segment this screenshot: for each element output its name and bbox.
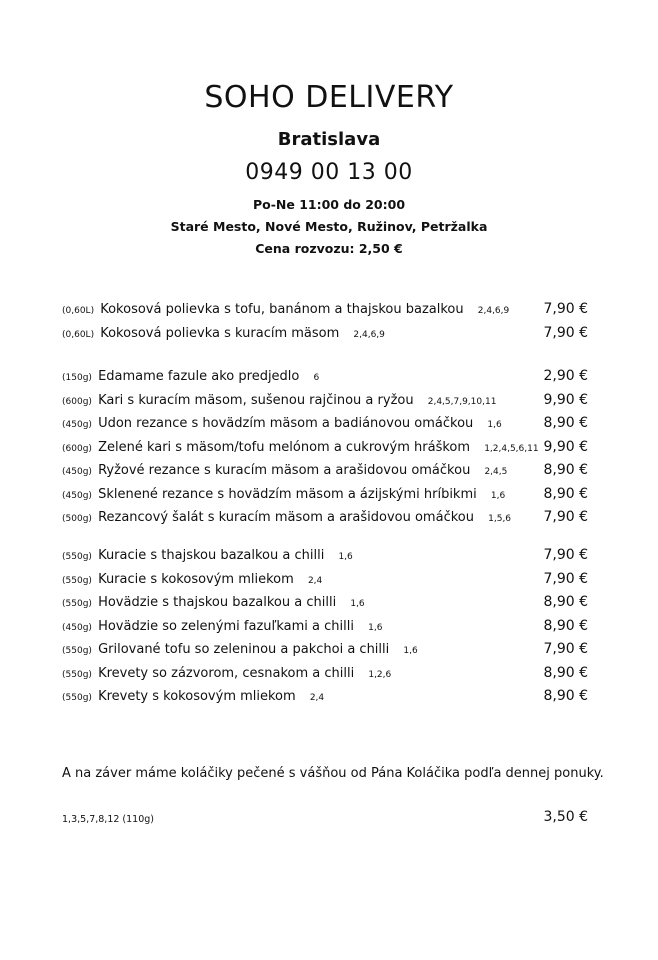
item-price: 7,90 € (543, 509, 588, 525)
item-allergens: 2,4 (307, 575, 323, 586)
menu-item (62, 544, 592, 568)
item-allergens: 1,6 (338, 552, 353, 562)
item-allergens: 1,6 (403, 646, 418, 656)
item-weight: (550g) (62, 575, 92, 586)
item-weight: (0,60L) (62, 306, 95, 316)
item-name: Kari s kuracím mäsom, sušenou rajčinou a ryžou (98, 392, 414, 408)
item-weight: (550g) (62, 599, 92, 609)
item-price: 7,90 € (543, 324, 588, 341)
item-allergens: 2,4,5,7,9,10,11 (427, 396, 497, 407)
item-name: Kuracie s kokosovým mliekom (98, 571, 294, 587)
item-name: Ryžové rezance s kuracím mäsom a arašidovou omáčkou (98, 463, 471, 478)
item-weight: (550g) (62, 552, 92, 562)
wok-section (62, 544, 592, 709)
menu-item (62, 389, 592, 413)
menu-item (62, 685, 592, 709)
item-allergens: 2,4,6,9 (477, 306, 510, 316)
item-allergens: 6 (313, 373, 320, 383)
item-allergens: 1,6 (490, 490, 506, 501)
item-weight: (450g) (62, 420, 92, 430)
menu-item (62, 436, 592, 460)
item-weight: (450g) (62, 622, 92, 633)
item-name: Krevety s kokosovým mliekom (98, 689, 296, 704)
menu-item (62, 568, 592, 592)
closing-note: A na záver máme koláčiky pečené s vášňou od Pána Koláčika podľa dennej ponuky. (62, 766, 604, 781)
item-name: Udon rezance s hovädzím mäsom a badiánovou omáčkou (98, 416, 474, 431)
item-name: Sklenené rezance s hovädzím mäsom a ázijskými hríbikmi (98, 486, 477, 502)
item-name: Krevety so zázvorom, cesnakom a chilli (98, 665, 355, 681)
cake-allergens-weight: 1,3,5,7,8,12 (110g) (62, 814, 155, 825)
item-allergens: 1,2,4,5,6,11 (484, 443, 539, 454)
restaurant-title: SOHO DELIVERY (204, 80, 454, 115)
item-price: 8,90 € (543, 664, 588, 681)
item-price: 9,90 € (543, 438, 588, 455)
menu-item (62, 615, 592, 639)
menu-item (62, 412, 592, 436)
item-weight: (450g) (62, 467, 92, 477)
item-name: Kuracie s thajskou bazalkou a chilli (98, 548, 325, 563)
item-price: 7,90 € (543, 301, 588, 317)
menu-header (0, 78, 658, 260)
item-weight: (450g) (62, 490, 92, 501)
item-name: Edamame fazule ako predjedlo (98, 369, 300, 384)
item-allergens: 1,6 (487, 420, 502, 430)
item-weight: (150g) (62, 373, 92, 383)
menu-item (62, 365, 592, 389)
menu-item (62, 662, 592, 686)
menu-item (62, 638, 592, 662)
cake-price: 3,50 € (543, 809, 588, 825)
item-price: 8,90 € (543, 594, 588, 610)
item-price: 8,90 € (543, 415, 588, 431)
item-weight: (500g) (62, 514, 92, 524)
item-price: 7,90 € (543, 547, 588, 563)
phone-number: 0949 00 13 00 (245, 160, 413, 185)
menu-item (62, 298, 592, 322)
item-name: Grilované tofu so zeleninou a pakchoi a chilli (98, 642, 390, 657)
city-label: Bratislava (277, 129, 381, 150)
item-allergens: 2,4,6,9 (353, 329, 385, 340)
item-name: Hovädzie so zelenými fazuľkami a chilli (98, 618, 354, 634)
item-price: 8,90 € (543, 617, 588, 634)
opening-hours: Po-Ne 11:00 do 20:00 (252, 197, 406, 212)
item-allergens: 1,6 (368, 622, 383, 633)
item-price: 2,90 € (543, 368, 588, 384)
item-weight: (550g) (62, 646, 92, 656)
item-name: Rezancový šalát s kuracím mäsom a arašidovou omáčkou (98, 510, 474, 525)
item-allergens: 1,6 (350, 599, 365, 609)
menu-item (62, 591, 592, 615)
mains-section (62, 365, 592, 530)
menu-item (62, 506, 592, 530)
item-price: 7,90 € (543, 570, 588, 587)
delivery-areas: Staré Mesto, Nové Mesto, Ružinov, Petržalka (170, 219, 488, 234)
item-allergens: 2,4 (309, 693, 325, 703)
item-weight: (550g) (62, 669, 92, 680)
menu-item (62, 322, 592, 346)
item-weight: (0,60L) (62, 329, 95, 340)
item-price: 7,90 € (543, 641, 588, 657)
menu-item (62, 459, 592, 483)
item-name: Zelené kari s mäsom/tofu melónom a cukrovým hráškom (98, 439, 471, 455)
item-allergens: 2,4,5 (484, 467, 508, 477)
item-price: 9,90 € (543, 391, 588, 408)
item-weight: (550g) (62, 693, 92, 703)
item-name: Hovädzie s thajskou bazalkou a chilli (98, 595, 337, 610)
item-price: 8,90 € (543, 485, 588, 502)
item-weight: (600g) (62, 396, 92, 407)
soups-section (62, 298, 592, 345)
item-weight: (600g) (62, 443, 92, 454)
item-name: Kokosová polievka s tofu, banánom a thajskou bazalkou (100, 302, 464, 317)
item-name: Kokosová polievka s kuracím mäsom (100, 325, 340, 341)
item-allergens: 1,2,6 (368, 669, 392, 680)
item-price: 8,90 € (543, 462, 588, 478)
item-price: 8,90 € (543, 688, 588, 704)
cake-item (62, 806, 592, 828)
menu-item (62, 483, 592, 507)
delivery-price: Cena rozvozu: 2,50 € (255, 241, 403, 256)
item-allergens: 1,5,6 (488, 514, 512, 524)
